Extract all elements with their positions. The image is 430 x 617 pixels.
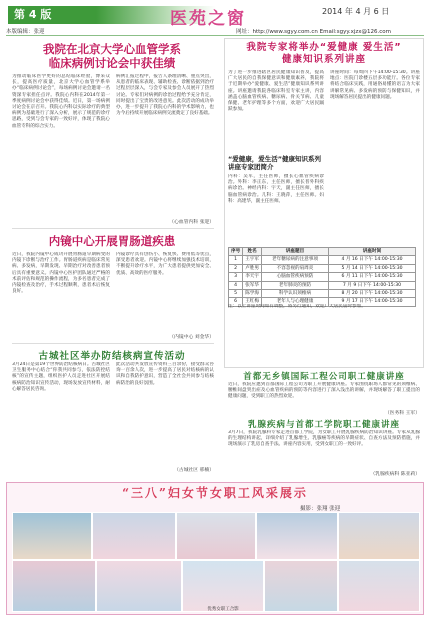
article3-source: （古城社区 邢楠） [174,468,214,473]
website-info: 网址：http://www.sgyy.com.cn Email:sgyy.xjzx@126.com [236,29,392,35]
table-cell: 王宇军 [243,256,262,264]
table-row [229,264,416,272]
table-cell: 老年糖尿病的注意事项 [262,256,329,264]
lecture-report1-title: 首都无乡镇国际工程公司职工健康讲座 [243,372,405,382]
photo-dance [256,512,338,560]
photo-staff-group [12,512,92,560]
lecture-schedule-table [228,247,416,307]
lecture-report1-text: 近日，我院应邀到首都国际工程公司为职工开展健康讲座。专家围绕职场人群常见的颈椎病、腰椎间盘突出症及心血管疾病的预防等内容进行了深入浅出的讲解，并现场解答了职工提出的健康问题，受到职工的热烈欢迎。 [228,382,420,400]
article1-col1: 为推动临床医学更好的总结临床经验，博采众长，提高医疗质量，北京大学心血管学系举办“临床病例讨论会”，每场病例讨论会邀请一名资深专家担任点评。我院心内科在2014年第一季度病例讨论会中获得佳绩。近日，第一场病例讨论会在京召开。我院心内科以实际诊疗的典型病例为基础进行了深入分析，展示了规范的诊疗思路，受到与会专家的一致好评，体现了我院心血管专科的综合实力。 [12,74,110,129]
table-cell: 3 [229,273,243,281]
table-header-row [229,248,416,256]
photo-performance [92,512,176,560]
table-note: 注：以上讲座时间如有调整，将另行通知，欢迎广大居民届时参加。 [228,304,366,309]
table-cell: 心脑血管疾病预防 [262,273,329,281]
article3-col1: 3月24日是第19个世界防治结核病日。古城社区卫生服务中心结合“你我共同参与，依法防控结核”的宣传主题，组织医护人员走进社区开展结核病防治知识宣传活动，现场发放宣传材料，耐心解答居民咨询。 [12,362,110,392]
divider [12,228,214,229]
photo-award [96,560,182,612]
table-row [229,273,416,281]
lecture-report2-source: （乳腺疾病科 陈亚莉） [370,472,420,477]
table-header-cell: 序号 [229,248,243,256]
section-title: 医苑之窗 [170,9,246,29]
lecture-intro-continued: 讲座时间：每周四下午14:00-15:30。讲座地点：医院门诊楼五层多功能厅。各位专家将结合临床实践，用通俗易懂的语言为大家讲解常见病、多发病的预防与保健知识，并现场解答居民提出的健康问题。 [330,70,420,100]
table-cell: 4 月 16 日下午 14:00-15:30 [329,256,416,264]
table-cell: 科学认识颈椎病 [262,290,329,298]
photo-outstanding-staff [182,560,264,612]
editor-credit: 本版编辑：张迎 [6,29,45,35]
table-cell: 陈学海 [243,290,262,298]
lecture-report2-title: 乳腺疾病与首都工学院职工健康讲座 [247,420,400,430]
expert-team-text: 内科：吴军，主任医师，擅长心血管疾病诊治。外科：李正东，主任医师，擅长普外科疾病诊治。神经内科：宇天，副主任医师，擅长脑血管病诊治。儿科：王晓萍，主任医师。妇科：高建华，副主任医师。 [228,174,324,204]
photo-celebration [338,560,420,612]
table-cell: 不容忽视的肩周炎 [262,264,329,272]
table-cell: 卢胜男 [243,264,262,272]
table-header-cell: 讲座时间 [329,248,416,256]
article3-title: 古城社区举办防结核病宣传活动 [38,351,186,362]
table-cell: 9 月 17 日下午 14:00-15:30 [329,298,416,306]
table-cell: 王红梅 [243,298,262,306]
table-cell: 5 月 14 日下午 14:00-15:30 [329,264,416,272]
lecture-report1-source: （医务科 王军） [384,411,420,416]
lecture-series-title-line2: 健康知识系列讲座 [281,54,366,65]
article1-title-line1: 我院在北京大学心血管学系 [43,42,181,56]
table-cell: 5 [229,290,243,298]
lecture-series-title [224,42,424,66]
table-cell: 4 [229,281,243,289]
article1-title [12,42,212,70]
issue-date: 2014 年 4 月 6 日 [322,7,390,16]
table-cell: 6 月 11 日下午 14:00-15:30 [329,273,416,281]
article2-col2: 内镜诊疗具有创伤小、恢复快、费用低等优点，深受患者欢迎。内镜中心将继续加强技术培训，不断提升诊疗水平，为广大患者提供更加安全、优质、高效的医疗服务。 [116,252,214,276]
table-header-cell: 姓名 [243,248,262,256]
photo-credit: 摄影：张翔 张迎 [300,506,341,512]
lecture-series-title-line1: 我院专家将举办“爱健康 爱生活” [246,42,402,53]
photo-activity [12,560,96,612]
photo-event [264,560,338,612]
photo-stage [338,512,420,560]
lecture-intro: 为了进一步推进辖区居民健康知识普及，提高广大居民的自我保健意识和健康素养，我院将于近期举办“爱健康、爱生活”健康知识系列讲座。讲座邀请我院各临床科室专家主讲，内容涵盖心脑血管疾病、糖尿病、骨关节病、儿童保健、老年护理等多个方面，欢迎广大居民踊跃参加。 [228,70,324,113]
page-number: 第 4 版 [8,6,96,24]
table-row [229,281,416,289]
table-row [229,256,416,264]
table-cell: 老年肺炎的预防 [262,281,329,289]
article1-source: （心血管内科 张迎） [169,220,214,225]
table-header-cell: 讲座题目 [262,248,329,256]
photo-spread-title: “三八”妇女节女职工风采展示 [122,486,308,500]
table-cell: 8 月 20 日下午 14:00-15:30 [329,290,416,298]
header-divider [6,35,424,36]
table-cell: 老年人与心理健康 [262,298,329,306]
article1-title-line2: 临床病例讨论会中获佳绩 [48,56,176,70]
photo-caption: 优秀女职工合影 [207,607,239,612]
table-cell: 1 [229,256,243,264]
lecture-report2-text: 3月7日，我院乳腺科专家走进首都工学院，为女职工开展乳腺疾病防治知识讲座。专家从乳腺的生理结构讲起，详细介绍了乳腺增生、乳腺癌等疾病的早期症状、自查方法及预防措施，并现场演示了乳房自查手法。讲座内容实用，受到女职工的一致好评。 [228,430,420,448]
table-cell: 6 [229,298,243,306]
table-cell: 2 [229,264,243,272]
article2-col1: 近日，我院内镜中心成功开展胃肠道早期病变的内镜下诊断与治疗工作。胃肠道疾病是临床常见病、多发病，早期发现、早期治疗对改善患者预后具有重要意义。内镜中心医护团队通过严格的术前评估和规范的操作流程，为多名患者完成了内镜检查及治疗，手术过程顺利，患者术后恢复良好。 [12,252,110,295]
article2-source: （内镜中心 刘金华） [169,335,214,340]
table-cell: 张军华 [243,281,262,289]
article3-col2: 此次活动共发放宣传资料三百余份，接受群众咨询一百余人次，进一步提高了居民对结核病的认识和自我防护意识，营造了全社会共同参与结核病防治的良好氛围。 [116,362,214,386]
divider [12,343,214,344]
table-cell: 7 月 9 日下午 14:00-15:30 [329,281,416,289]
expert-team-subtitle: “爱健康，爱生活”健康知识系列讲座专家团简介 [228,155,322,171]
table-row [229,290,416,298]
article2-title: 内镜中心开展胃肠道疾患 [48,234,176,248]
photo-ceremony [176,512,256,560]
article1-col2: 病例汇报过程中，报告人条理清晰、重点突出，从患者的临床表现、辅助检查、诊断依据到治疗过程层层深入，与会专家及参会人员展开了热烈讨论。专家们对病例的诊治过程给予充分肯定，同时提出了宝贵的改进意见。此次活动的成功举办，进一步提升了我院心内科的学术影响力，也为今后持续开展临床病例交流奠定了良好基础。 [116,74,214,117]
table-cell: 李天宇 [243,273,262,281]
